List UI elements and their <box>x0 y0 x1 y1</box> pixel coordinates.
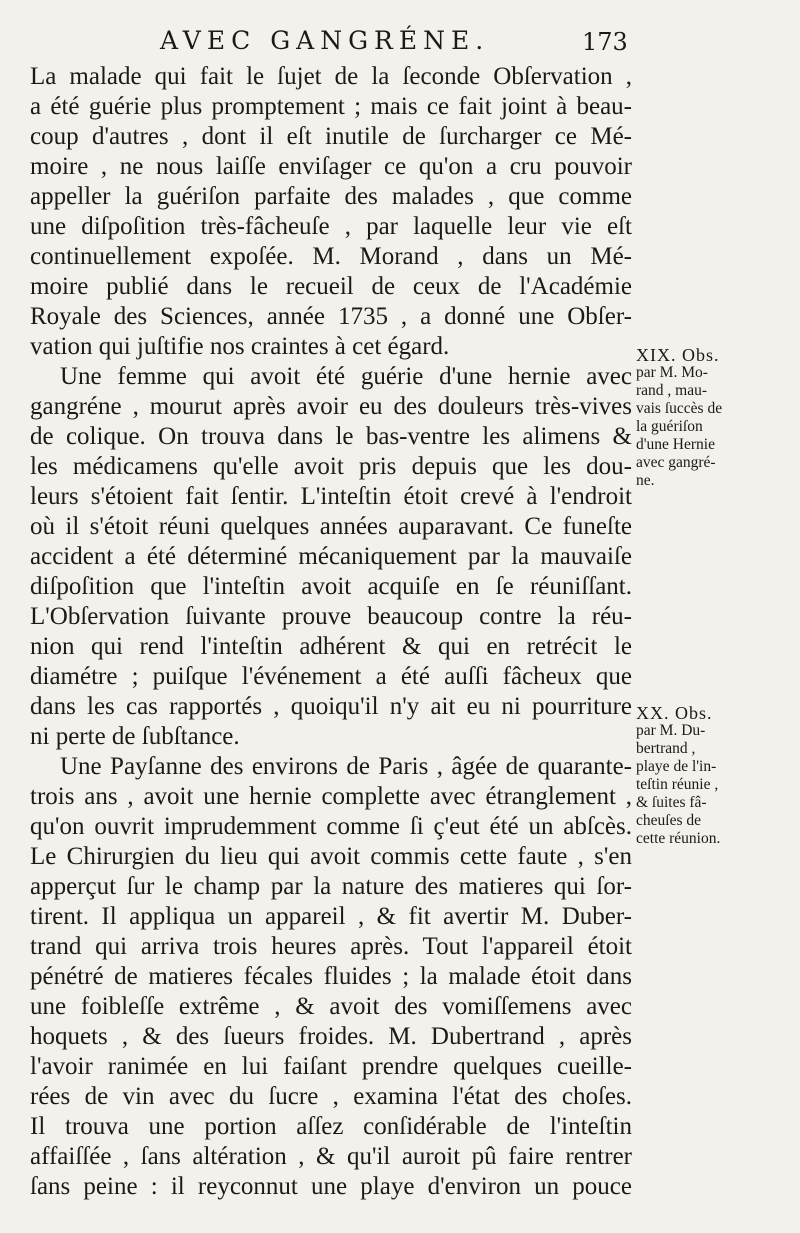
margin-note-line: rand , mau- <box>636 382 708 399</box>
margin-note-obs-19 <box>636 346 786 490</box>
text-line: une diſpoſition très-fâcheuſe , par laquelle leur vie eſt <box>30 213 632 240</box>
margin-note-line: cheuſes de <box>636 812 701 829</box>
text-line: trand qui arriva trois heures après. Tout l'appareil étoit <box>30 933 632 960</box>
page-number: 173 <box>582 28 628 56</box>
margin-note-line: vais ſuccès de <box>636 400 723 417</box>
margin-note-obs-20 <box>636 704 786 848</box>
paragraph-1 <box>30 62 632 362</box>
text-line: L'Obſervation ſuivante prouve beaucoup contre la réu- <box>30 603 632 630</box>
text-line: continuellement expoſée. M. Morand , dans un Mé- <box>30 243 632 270</box>
text-line: rées de vin avec du ſucre , examina l'état des choſes. <box>30 1083 632 1110</box>
text-line: appeller la guériſon parfaite des malades , que comme <box>30 183 632 210</box>
text-line: gangréne , mourut après avoir eu des douleurs très-vives <box>30 393 632 420</box>
text-line: l'avoir ranimée en lui faiſant prendre quelques cueille- <box>30 1053 632 1080</box>
margin-note-line: d'une Hernie <box>636 436 715 453</box>
margin-note-line: XIX. Obs. <box>636 345 720 365</box>
margin-note-line: playe de l'in- <box>636 758 717 775</box>
text-line: coup d'autres , dont il eſt inutile de ſurcharger ce Mé- <box>30 123 632 150</box>
text-line: qu'on ouvrit imprudemment comme ſi ç'eut été un abſcès. <box>30 813 632 840</box>
margin-note-line: teſtin réunie , <box>636 776 719 793</box>
running-head <box>0 26 800 62</box>
text-line: Une femme qui avoit été guérie d'une hernie avec <box>60 363 632 390</box>
margin-note-line: & ſuites fâ- <box>636 794 707 811</box>
text-line: diſpoſition que l'inteſtin avoit acquiſe en ſe réuniſſant. <box>30 573 632 600</box>
paragraph-3 <box>30 752 632 1202</box>
text-line: pénétré de matieres fécales fluides ; la malade étoit dans <box>30 963 632 990</box>
text-line: a été guérie plus promptement ; mais ce fait joint à beau- <box>30 93 632 120</box>
body-text <box>30 62 632 1202</box>
text-line: moire publié dans le recueil de ceux de l'Académie <box>30 273 632 300</box>
text-line: La malade qui fait le ſujet de la ſeconde Obſervation , <box>30 63 632 90</box>
text-line: affaiſſée , ſans altération , & qu'il auroit pû faire rentrer <box>30 1143 632 1170</box>
running-title: AVEC GANGRÉNE. <box>160 26 490 55</box>
margin-note-line: XX. Obs. <box>636 703 713 723</box>
text-line: Royale des Sciences, année 1735 , a donné une Obſer- <box>30 303 632 330</box>
text-line: les médicamens qu'elle avoit pris depuis que les dou- <box>30 453 632 480</box>
text-line: où il s'étoit réuni quelques années auparavant. Ce funeſte <box>30 513 632 540</box>
text-line: Une Payſanne des environs de Paris , âgée de quarante- <box>60 753 632 780</box>
text-line: apperçut ſur le champ par la nature des matieres qui ſor- <box>30 873 632 900</box>
margin-note-line: la guériſon <box>636 418 703 435</box>
text-line: de colique. On trouva dans le bas-ventre les alimens & <box>30 423 632 450</box>
margin-note-line: par M. Mo- <box>636 364 708 381</box>
text-line: ni perte de ſubſtance. <box>30 723 240 750</box>
margin-note-line: avec gangré- <box>636 454 716 471</box>
text-line: ſans peine : il reyconnut une playe d'environ un pouce <box>30 1173 632 1200</box>
paragraph-2 <box>30 362 632 752</box>
text-line: moire , ne nous laiſſe enviſager ce qu'on a cru pouvoir <box>30 153 632 180</box>
text-line: leurs s'étoient fait ſentir. L'inteſtin étoit crevé à l'endroit <box>30 483 632 510</box>
margin-note-line: ne. <box>636 472 655 489</box>
text-line: dans les cas rapportés , quoiqu'il n'y ait eu ni pourriture <box>30 693 632 720</box>
margin-note-line: cette réunion. <box>636 830 721 847</box>
text-line: Il trouva une portion aſſez conſidérable de l'inteſtin <box>30 1113 632 1140</box>
text-line: diamétre ; puiſque l'événement a été auſſi fâcheux que <box>30 663 632 690</box>
text-line: une foibleſſe extrême , & avoit des vomiſſemens avec <box>30 993 632 1020</box>
margin-note-line: par M. Du- <box>636 722 706 739</box>
text-line: accident a été déterminé mécaniquement par la mauvaiſe <box>30 543 632 570</box>
text-line: Le Chirurgien du lieu qui avoit commis cette faute , s'en <box>30 843 632 870</box>
text-line: vation qui juſtifie nos craintes à cet égard. <box>30 333 450 360</box>
text-line: nion qui rend l'inteſtin adhérent & qui en retrécit le <box>30 633 632 660</box>
text-line: hoquets , & des ſueurs froides. M. Dubertrand , après <box>30 1023 632 1050</box>
text-line: tirent. Il appliqua un appareil , & fit avertir M. Duber- <box>30 903 632 930</box>
text-line: trois ans , avoit une hernie complette avec étranglement , <box>30 783 632 810</box>
margin-note-line: bertrand , <box>636 740 696 757</box>
